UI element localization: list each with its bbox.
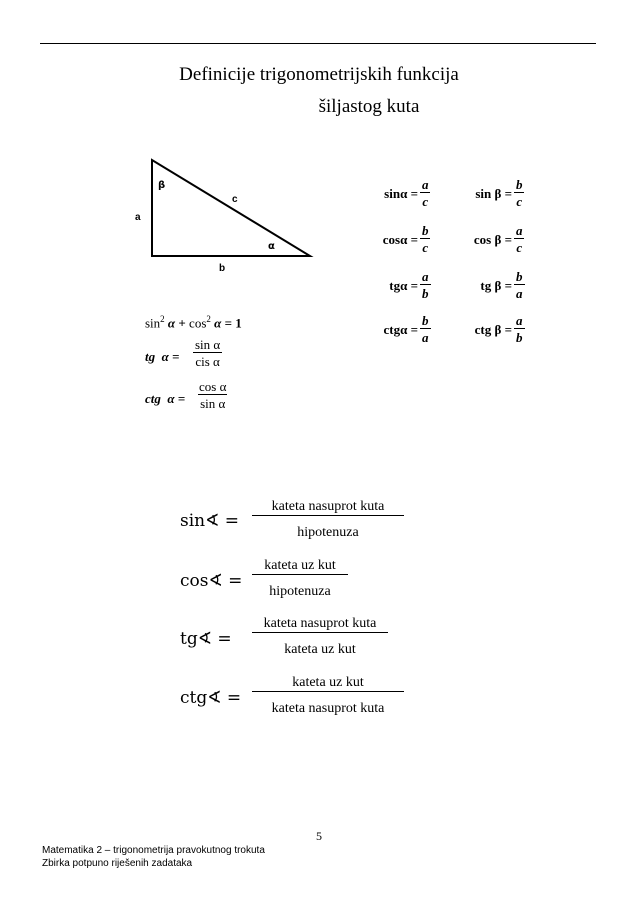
exponent: 2 [160, 314, 165, 324]
word-def-tg-fraction [254, 617, 386, 657]
ratio-den: c [422, 194, 429, 209]
ratio-ctg-alpha-lhs: ctgα = [383, 322, 418, 337]
ratio-den: a [516, 286, 523, 301]
ratio-sin-alpha-lhs: sinα = [384, 186, 418, 201]
identity-ctg-fraction [197, 380, 228, 410]
identity-pythagorean [145, 314, 242, 331]
equals-one: = 1 [224, 315, 242, 331]
ctg-text: ctg [145, 391, 161, 406]
equals-sign: = [172, 349, 180, 364]
triangle-diagram [120, 150, 330, 280]
word-def-sin-fraction [254, 500, 402, 540]
ratio-cos-alpha-lhs: cosα = [382, 232, 418, 247]
ratio-ctg-beta-fraction [514, 314, 525, 344]
ratio-num: b [516, 269, 523, 284]
tg-text: tg [145, 349, 156, 364]
ratio-cos-beta-fraction [514, 224, 525, 254]
fraction-num: cos α [199, 379, 227, 394]
ratio-num: a [516, 223, 523, 238]
ratio-tg-alpha-lhs: tgα = [389, 278, 418, 293]
fraction-den: kateta nasuprot kuta [252, 691, 404, 716]
word-def-ctg-fraction [254, 676, 402, 716]
plus-sign: + [178, 315, 186, 331]
alpha-symbol: α [161, 349, 169, 364]
triangle-shape [152, 160, 310, 256]
page-number: 5 [316, 829, 322, 843]
alpha-symbol: α [167, 315, 176, 331]
ratio-cos-beta-lhs: cos β = [473, 232, 512, 247]
fraction-den: hipotenuza [252, 515, 404, 540]
alpha-symbol: α [214, 315, 222, 331]
label-b: b [219, 263, 226, 274]
exponent: 2 [206, 314, 211, 324]
word-def-ctg-lhs: ctg∢ = [180, 688, 242, 708]
fraction-num: sin α [195, 337, 221, 352]
ratio-num: b [516, 177, 523, 192]
identity-tg-fraction [193, 338, 222, 368]
ratio-num: a [516, 313, 523, 328]
word-def-cos-lhs: cos∢ = [180, 571, 243, 591]
fraction-den: sin α [200, 396, 226, 411]
footer-line-1: Matematika 2 – trigonometrija pravokutnog trokuta [42, 845, 265, 856]
label-alpha: α [268, 241, 275, 252]
fraction-den: hipotenuza [252, 574, 348, 599]
ratio-tg-beta-lhs: tg β = [480, 278, 512, 293]
label-beta: β [158, 180, 166, 191]
identity-tg-lhs [145, 349, 180, 365]
fraction-den: cis α [195, 354, 220, 369]
ratio-den: c [516, 240, 523, 255]
ratio-tg-beta-fraction [514, 270, 525, 300]
ratio-den: b [516, 330, 523, 345]
ratio-cos-alpha-fraction [420, 224, 431, 254]
ratio-tg-alpha-fraction [420, 270, 431, 300]
word-def-cos-fraction [254, 559, 346, 599]
cos-text: cos [189, 315, 207, 331]
page-subtitle: šiljastog kuta [318, 96, 420, 117]
footer-line-2: Zbirka potpuno riješenih zadataka [42, 858, 193, 869]
ratio-num: a [422, 177, 429, 192]
fraction-num: kateta uz kut [264, 558, 336, 573]
ratio-num: b [422, 223, 429, 238]
sin-text: sin [145, 315, 161, 331]
label-c: c [232, 194, 238, 205]
equals-sign: = [177, 391, 186, 406]
ratio-sin-alpha-fraction [420, 178, 431, 208]
ratio-num: a [422, 269, 429, 284]
ratio-num: b [422, 313, 429, 328]
ratio-sin-beta-lhs: sin β = [475, 186, 512, 201]
fraction-num: kateta nasuprot kuta [271, 499, 385, 514]
ratio-den: b [422, 286, 429, 301]
ratio-ctg-beta-lhs: ctg β = [474, 322, 512, 337]
word-def-sin-lhs: sin∢ = [180, 511, 240, 531]
identity-ctg-lhs [145, 391, 185, 407]
ratio-den: a [422, 330, 429, 345]
label-a: a [135, 212, 141, 223]
fraction-den: kateta uz kut [252, 632, 388, 657]
fraction-num: kateta uz kut [292, 675, 364, 690]
ratio-den: c [422, 240, 429, 255]
ratio-den: c [516, 194, 523, 209]
page-title: Definicije trigonometrijskih funkcija [179, 64, 459, 85]
fraction-num: kateta nasuprot kuta [263, 616, 377, 631]
ratio-sin-beta-fraction [514, 178, 525, 208]
alpha-symbol: α [167, 391, 175, 406]
word-def-tg-lhs: tg∢ = [180, 629, 232, 649]
ratio-ctg-alpha-fraction [420, 314, 431, 344]
header-rule [40, 43, 596, 44]
